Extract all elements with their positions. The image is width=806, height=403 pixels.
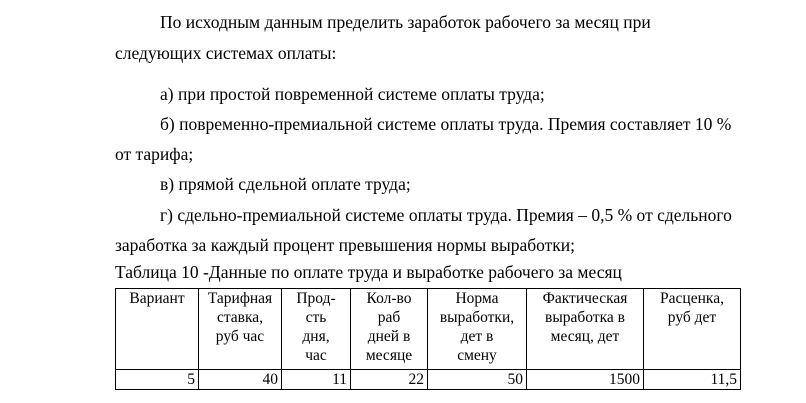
column-header-line: руб час <box>215 328 265 345</box>
intro-line-1: По исходным данным пределить заработок рабочего за месяц при <box>160 12 651 32</box>
column-header-line: дет в <box>460 328 494 345</box>
pay-data-table <box>115 288 741 390</box>
column-header-line: Расценка, <box>660 290 724 307</box>
column-header-line: Фактическая <box>542 290 628 307</box>
column-header <box>116 289 199 370</box>
table-header-row <box>116 289 741 370</box>
table-row <box>116 370 741 390</box>
column-header <box>644 289 741 370</box>
item-b-line-2: от тарифа; <box>115 144 194 164</box>
table-cell: 50 <box>428 370 527 390</box>
column-header-line: Тарифная <box>207 290 273 307</box>
column-header-line: дней в <box>367 328 411 345</box>
table-cell: 40 <box>199 370 282 390</box>
table-caption: Таблица 10 -Данные по оплате труда и выработке рабочего за месяц <box>115 262 622 282</box>
item-b-line-1: б) повременно-премиальной системе оплаты труда. Премия составляет 10 % <box>160 114 732 134</box>
column-header-line: Норма <box>455 290 499 307</box>
column-header-line: раб <box>377 309 401 326</box>
column-header-line: месяце <box>365 347 413 364</box>
column-header <box>199 289 282 370</box>
column-header-line: месяц, дет <box>550 328 620 345</box>
column-header-line: руб дет <box>667 309 717 326</box>
column-header-line: Прод- <box>296 290 336 307</box>
intro-line-2: следующих системах оплаты: <box>115 43 337 63</box>
column-header <box>527 289 644 370</box>
column-header-line: выработки, <box>439 309 515 326</box>
column-header-line: сть <box>305 309 327 326</box>
table-cell: 11,5 <box>644 370 741 390</box>
column-header <box>428 289 527 370</box>
item-a: а) при простой повременной системе оплаты труда; <box>160 84 545 104</box>
column-header-line: час <box>305 347 327 364</box>
column-header-line: дня, <box>302 328 330 345</box>
table-cell: 22 <box>351 370 428 390</box>
table-body <box>116 370 741 390</box>
item-c: в) прямой сдельной оплате труда; <box>160 174 411 194</box>
column-header-line: Вариант <box>129 290 185 307</box>
item-d-line-2: заработка за каждый процент превышения нормы выработки; <box>115 235 576 255</box>
table-cell: 1500 <box>527 370 644 390</box>
column-header-line: ставка, <box>216 309 264 326</box>
column-header-line: смену <box>457 347 497 364</box>
column-header-line: Кол-во <box>366 290 412 307</box>
item-d-line-1: г) сдельно-премиальной системе оплаты труда. Премия – 0,5 % от сдельного <box>160 205 732 225</box>
table-cell: 11 <box>282 370 351 390</box>
column-header <box>282 289 351 370</box>
column-header <box>351 289 428 370</box>
column-header-line: выработка в <box>545 309 625 326</box>
table-cell: 5 <box>116 370 199 390</box>
